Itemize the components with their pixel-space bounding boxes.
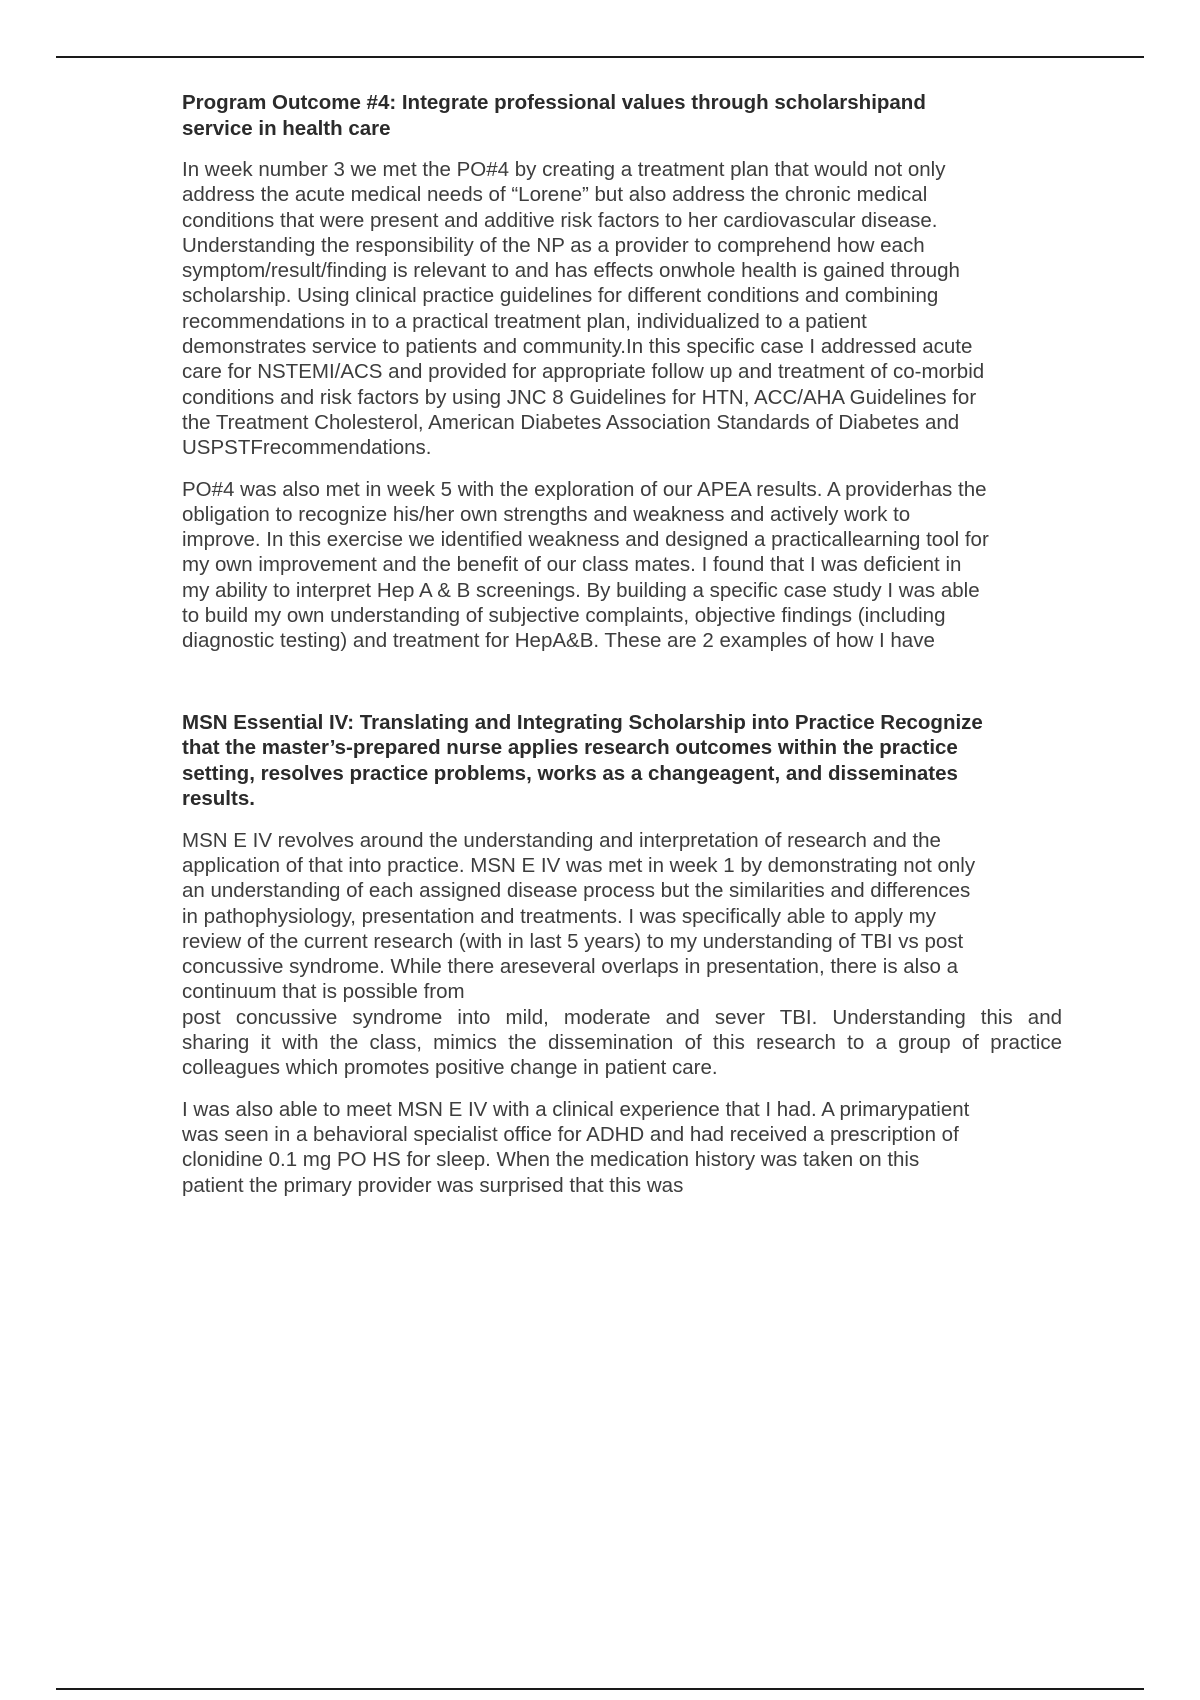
text-line: application of that into practice. MSN E IV was met in week 1 by demonstrating not only [182, 853, 976, 877]
text-line: sharing it with the class, mimics the dissemination of this research to a group of practice [182, 1031, 1062, 1055]
text-line: continuum that is possible from [182, 980, 465, 1004]
text-line: conditions and risk factors by using JNC 8 Guidelines for HTN, ACC/AHA Guidelines for [182, 385, 977, 409]
text-line: PO#4 was also met in week 5 with the exploration of our APEA results. A providerhas the [182, 477, 987, 501]
text-line: patient the primary provider was surprised that this was [182, 1173, 684, 1197]
document-body [182, 90, 1062, 1214]
text-line: care for NSTEMI/ACS and provided for appropriate follow up and treatment of co-morbid [182, 360, 985, 384]
text-line: was seen in a behavioral specialist office for ADHD and had received a prescription of [182, 1122, 959, 1146]
text-line: post concussive syndrome into mild, moderate and sever TBI. Understanding this and [182, 1005, 1062, 1029]
bottom-rule [56, 1688, 1144, 1690]
text-line: address the acute medical needs of “Lorene” but also address the chronic medical [182, 183, 928, 207]
text-line: conditions that were present and additive risk factors to her cardiovascular disease. [182, 208, 938, 232]
text-line: recommendations in to a practical treatment plan, individualized to a patient [182, 309, 867, 333]
text-line: I was also able to meet MSN E IV with a clinical experience that I had. A primarypatient [182, 1097, 970, 1121]
text-line: an understanding of each assigned disease process but the similarities and differences [182, 879, 971, 903]
heading-line: results. [182, 787, 255, 811]
text-line: my ability to interpret Hep A & B screenings. By building a specific case study I was able [182, 578, 980, 602]
text-line: in pathophysiology, presentation and treatments. I was specifically able to apply my [182, 904, 936, 928]
msn-paragraph-week1 [182, 828, 1062, 1005]
text-line: clonidine 0.1 mg PO HS for sleep. When the medication history was taken on this [182, 1148, 920, 1172]
text-line: MSN E IV revolves around the understanding and interpretation of research and the [182, 828, 941, 852]
heading-line: that the master’s-prepared nurse applies research outcomes within the practice [182, 736, 958, 760]
heading-line: Program Outcome #4: Integrate professional values through scholarshipand [182, 91, 926, 114]
text-line: demonstrates service to patients and community.In this specific case I addressed acute [182, 335, 973, 359]
text-line: my own improvement and the benefit of our class mates. I found that I was deficient in [182, 553, 962, 577]
text-line: diagnostic testing) and treatment for HepA&B. These are 2 examples of how I have [182, 629, 935, 653]
text-line: USPSTFrecommendations. [182, 436, 432, 460]
text-line: Understanding the responsibility of the NP as a provider to comprehend how each [182, 233, 925, 257]
text-line: symptom/result/finding is relevant to and has effects onwhole health is gained through [182, 259, 960, 283]
heading-line: service in health care [182, 116, 391, 140]
msn-paragraph-week1-continued [182, 1005, 1062, 1081]
text-line: concussive syndrome. While there areseveral overlaps in presentation, there is also a [182, 955, 958, 979]
text-line: scholarship. Using clinical practice guidelines for different conditions and combining [182, 284, 939, 308]
heading-line: setting, resolves practice problems, works as a changeagent, and disseminates [182, 761, 958, 785]
section-spacer [182, 670, 1062, 710]
heading-line: MSN Essential IV: Translating and Integrating Scholarship into Practice Recognize [182, 710, 983, 734]
text-line: obligation to recognize his/her own strengths and weakness and actively work to [182, 502, 911, 526]
text-line: to build my own understanding of subjective complaints, objective findings (including [182, 604, 946, 628]
po4-paragraph-week3 [182, 157, 1062, 461]
po4-paragraph-week5 [182, 477, 1062, 654]
text-line: In week number 3 we met the PO#4 by creating a treatment plan that would not only [182, 158, 946, 181]
top-rule [56, 56, 1144, 58]
text-line: colleagues which promotes positive change in patient care. [182, 1056, 718, 1080]
msn-paragraph-clinical [182, 1097, 1062, 1198]
program-outcome-heading [182, 90, 1062, 141]
msn-essential-heading [182, 710, 1062, 812]
text-line: review of the current research (with in last 5 years) to my understanding of TBI vs post [182, 929, 964, 953]
text-line: the Treatment Cholesterol, American Diabetes Association Standards of Diabetes and [182, 410, 960, 434]
text-line: improve. In this exercise we identified weakness and designed a practicallearning tool for [182, 528, 989, 552]
